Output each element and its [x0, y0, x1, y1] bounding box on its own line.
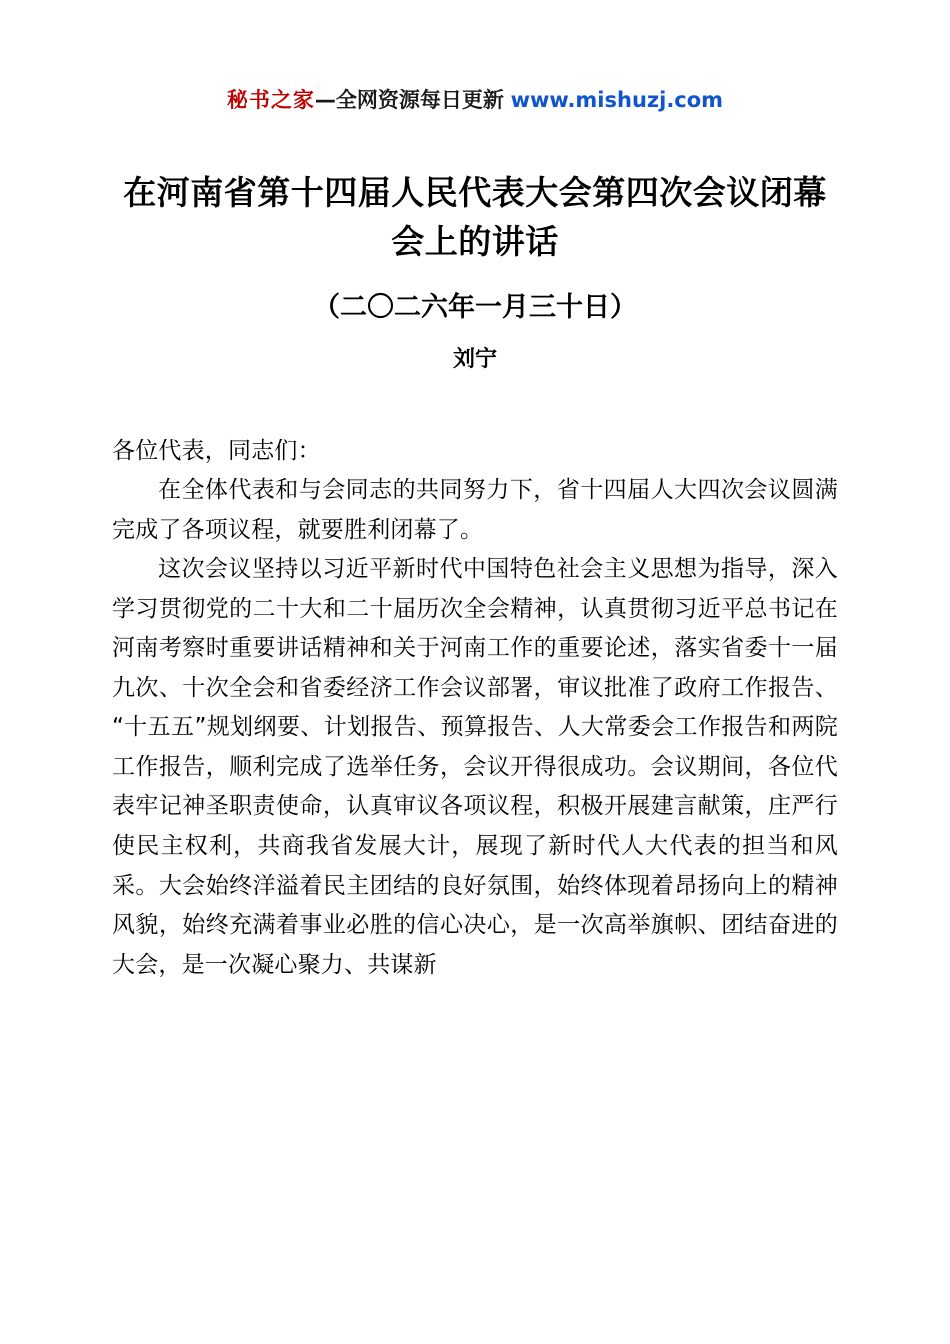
paragraph-1: 在全体代表和与会同志的共同努力下，省十四届人大四次会议圆满完成了各项议程，就要胜利闭幕了。: [112, 477, 838, 543]
document-date: （二〇二六年一月三十日）: [313, 291, 637, 323]
page-title: 在河南省第十四届人民代表大会第四次会议闭幕会上的讲话: [123, 173, 827, 262]
paragraph-2: 这次会议坚持以习近平新时代中国特色社会主义思想为指导，深入学习贯彻党的二十大和二十届历次全会精神，认真贯彻习近平总书记在河南考察时重要讲话精神和关于河南工作的重要论述，落实省委十一届九次、十次全会和省委经济工作会议部署，审议批准了政府工作报告、“十五五”规划纲要、计划报告、预算报告、人大常委会工作报告和两院工作报告，顺利完成了选举任务，会议开得很成功。会议期间，各位代表牢记神圣职责使命，认真审议各项议程，积极开展建言献策，庄严行使民主权利，共商我省发展大计，展现了新时代人大代表的担当和风采。大会始终洋溢着民主团结的良好氛围，始终体现着昂扬向上的精神风貌，始终充满着事业必胜的信心决心，是一次高举旗帜、团结奋进的大会，是一次凝心聚力、共谋新: [112, 556, 838, 978]
site-url-link[interactable]: www.mishuzj.com: [510, 88, 724, 112]
site-tagline-label: —全网资源每日更新: [314, 88, 504, 112]
document-author: 刘宁: [452, 346, 497, 372]
document-body: [112, 432, 838, 986]
site-watermark-header: [112, 0, 838, 113]
paragraph-salutation: 各位代表，同志们：: [112, 437, 321, 464]
site-brand-label: 秘书之家: [226, 88, 315, 112]
